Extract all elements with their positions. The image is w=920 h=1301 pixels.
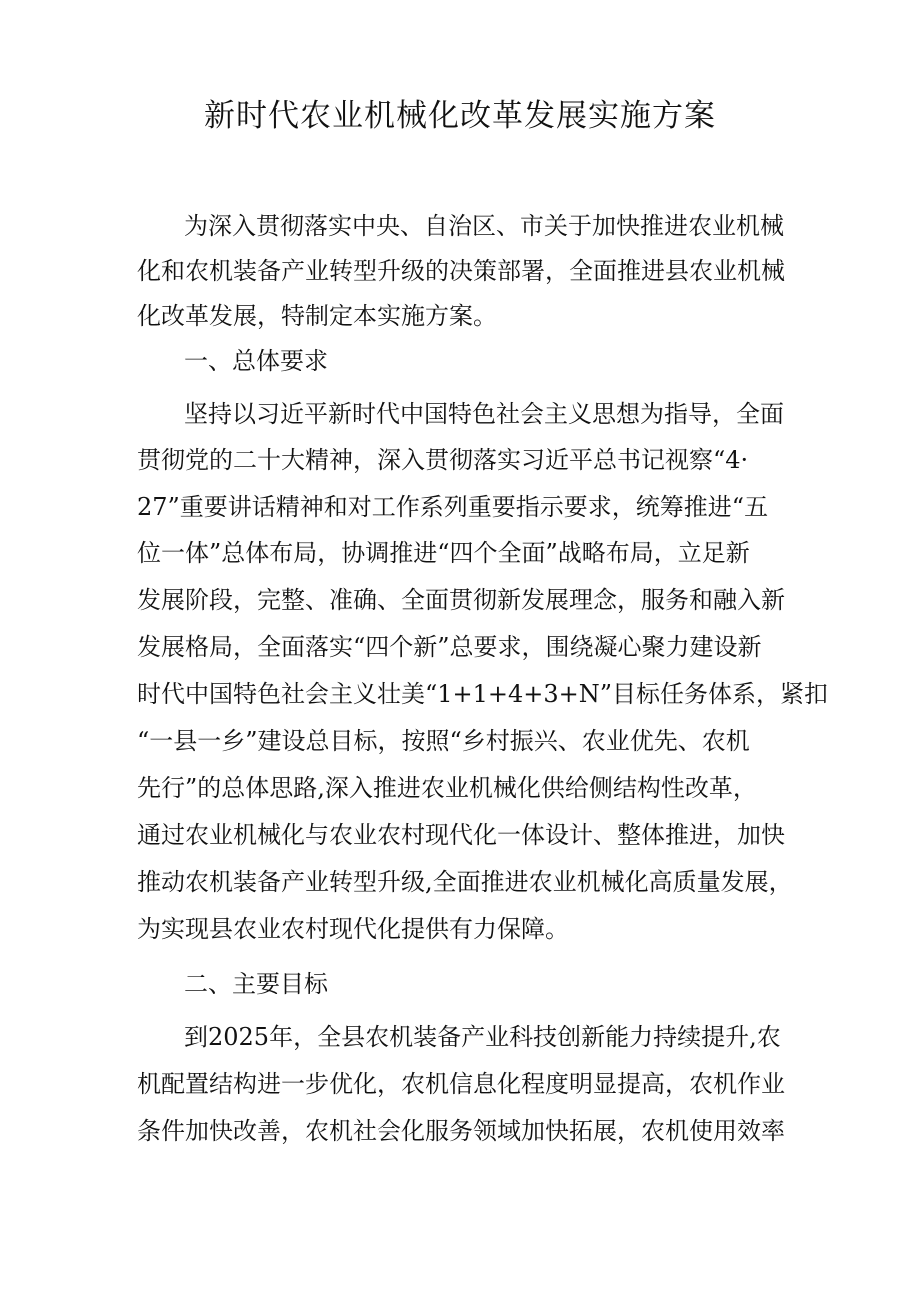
paragraph-line: 位一体”总体布局，协调推进“四个全面”战略布局，立足新 [137,539,750,567]
paragraph-line: 坚持以习近平新时代中国特色社会主义思想为指导，全面 [184,400,784,428]
paragraph-line: 通过农业机械化与农业农村现代化一体设计、整体推进，加快 [137,821,785,849]
section-heading: 一、总体要求 [184,347,328,375]
paragraph-line: 化改革发展，特制定本实施方案。 [137,302,497,330]
paragraph-line: 为实现县农业农村现代化提供有力保障。 [137,915,569,943]
paragraph-line: 27”重要讲话精神和对工作系列重要指示要求，统筹推进“五 [137,493,769,521]
paragraph-line: 贯彻党的二十大精神，深入贯彻落实习近平总书记视察“4· [137,446,749,474]
paragraph-line: 发展阶段，完整、准确、全面贯彻新发展理念，服务和融入新 [137,586,785,614]
paragraph-line: 到2025年，全县农机装备产业科技创新能力持续提升,农 [184,1023,781,1051]
paragraph-line: 先行”的总体思路,深入推进农业机械化供给侧结构性改革， [137,774,757,802]
section-heading: 二、主要目标 [184,970,328,998]
paragraph-line: 机配置结构进一步优化，农机信息化程度明显提高，农机作业 [137,1070,785,1098]
paragraph-line: 时代中国特色社会主义壮美“1+1+4+3+N”目标任务体系，紧扣 [137,680,829,708]
paragraph-line: 推动农机装备产业转型升级,全面推进农业机械化高质量发展， [137,868,793,896]
paragraph-line: 化和农机装备产业转型升级的决策部署，全面推进县农业机械 [137,257,785,285]
paragraph-line: “一县一乡”建设总目标，按照“乡村振兴、农业优先、农机 [137,727,750,755]
paragraph-line: 条件加快改善，农机社会化服务领域加快拓展，农机使用效率 [137,1117,785,1145]
paragraph-line: 为深入贯彻落实中央、自治区、市关于加快推进农业机械 [184,212,784,240]
document-title: 新时代农业机械化改革发展实施方案 [204,98,716,134]
paragraph-line: 发展格局，全面落实“四个新”总要求，围绕凝心聚力建设新 [137,633,762,661]
